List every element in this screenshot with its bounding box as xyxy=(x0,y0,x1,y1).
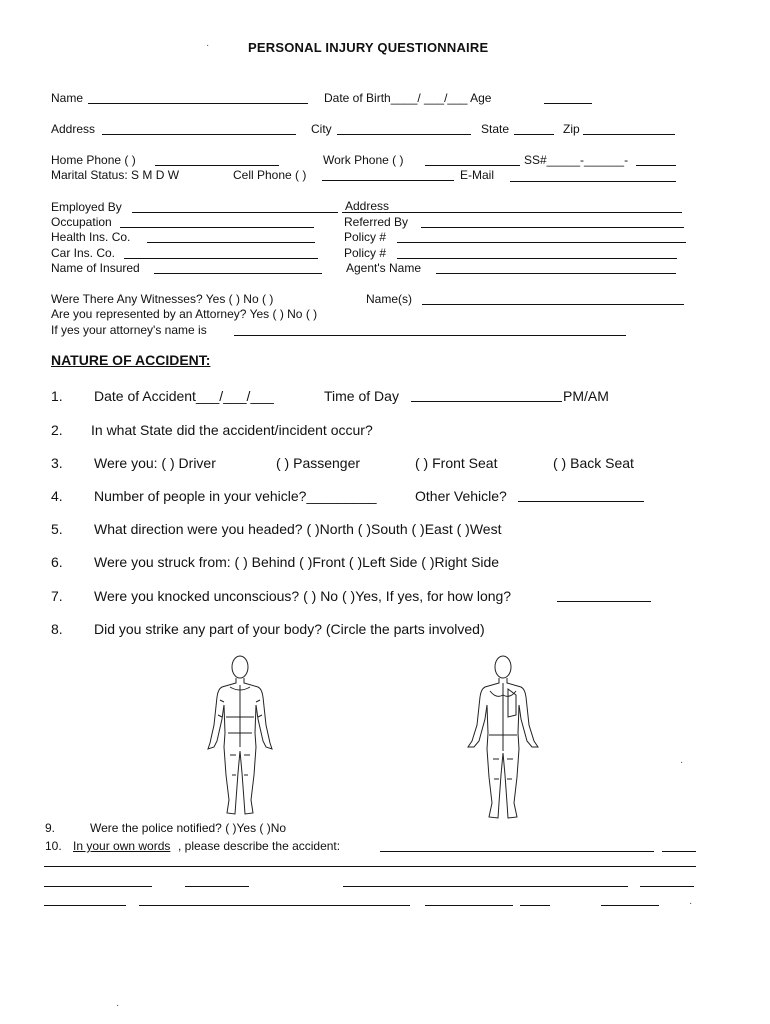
time-of-day-field[interactable] xyxy=(411,401,562,402)
policy1-field[interactable] xyxy=(397,242,686,243)
occupation-field[interactable] xyxy=(120,227,314,228)
employed-by-field[interactable] xyxy=(132,212,338,213)
q4-number: 4. xyxy=(51,488,63,504)
q3-front-seat-option[interactable]: ( ) Front Seat xyxy=(415,455,498,471)
attorney-name-field[interactable] xyxy=(234,335,626,336)
nature-of-accident-heading: NATURE OF ACCIDENT: xyxy=(51,352,211,368)
ss-field[interactable] xyxy=(636,165,676,166)
q1-date-label: Date of Accident___/___/___ xyxy=(94,388,274,404)
q10-answer-line-4b[interactable] xyxy=(139,905,410,906)
q10-answer-line-3d[interactable] xyxy=(640,886,694,887)
q10-answer-line-4e[interactable] xyxy=(601,905,659,906)
zip-field[interactable] xyxy=(583,134,675,135)
q5-text: What direction were you headed? ( )North ( )South ( )East ( )West xyxy=(94,521,502,537)
other-vehicle-field[interactable] xyxy=(518,501,644,502)
health-ins-field[interactable] xyxy=(147,242,315,243)
unconscious-duration-field[interactable] xyxy=(557,601,651,602)
name-insured-label: Name of Insured xyxy=(51,261,140,275)
attorney-name-label: If yes your attorney's name is xyxy=(51,323,207,337)
q3-number: 3. xyxy=(51,455,63,471)
q1-pm-am: PM/AM xyxy=(563,388,609,404)
q10-answer-line-1b[interactable] xyxy=(662,851,696,852)
q10-answer-line-3a[interactable] xyxy=(44,886,152,887)
name-field[interactable] xyxy=(88,103,308,104)
address-field[interactable] xyxy=(102,134,296,135)
address2-label: Address xyxy=(345,199,390,213)
q5-number: 5. xyxy=(51,521,63,537)
work-phone-field[interactable] xyxy=(425,165,520,166)
q3-back-seat-option[interactable]: ( ) Back Seat xyxy=(553,455,634,471)
referred-by-field[interactable] xyxy=(421,227,684,228)
car-ins-field[interactable] xyxy=(124,258,318,259)
zip-label: Zip xyxy=(563,122,580,136)
car-ins-label: Car Ins. Co. xyxy=(51,246,116,260)
q10-text: , please describe the accident: xyxy=(178,839,341,853)
q10-answer-line-1[interactable] xyxy=(380,851,654,852)
q9-number: 9. xyxy=(45,821,56,835)
q1-number: 1. xyxy=(51,388,63,404)
q2-number: 2. xyxy=(51,422,63,438)
dob-label: Date of Birth____/ ___/___ Age xyxy=(324,91,492,105)
witness-names-field[interactable] xyxy=(422,304,684,305)
home-phone-field[interactable] xyxy=(155,165,279,166)
q9-text: Were the police notified? ( )Yes ( )No xyxy=(90,821,287,835)
policy1-label: Policy # xyxy=(344,230,387,244)
q8-number: 8. xyxy=(51,621,63,637)
cell-phone-label: Cell Phone ( ) xyxy=(233,168,307,182)
agent-name-label: Agent's Name xyxy=(346,261,421,275)
agent-name-field[interactable] xyxy=(436,273,676,274)
body-diagram-front[interactable] xyxy=(200,655,280,820)
address2-field[interactable] xyxy=(342,212,682,213)
witness-names-label: Name(s) xyxy=(366,292,413,306)
policy2-field[interactable] xyxy=(397,258,677,259)
name-label: Name xyxy=(51,91,84,105)
q3-driver-option[interactable]: Were you: ( ) Driver xyxy=(94,455,216,471)
policy2-label: Policy # xyxy=(344,246,387,260)
stray-mark: · xyxy=(206,40,210,51)
q10-answer-line-4d[interactable] xyxy=(520,905,550,906)
state-label: State xyxy=(481,122,510,136)
marital-status-label: Marital Status: S M D W xyxy=(51,168,180,182)
q10-answer-line-3c[interactable] xyxy=(343,886,628,887)
health-ins-label: Health Ins. Co. xyxy=(51,230,131,244)
q1-time-label: Time of Day xyxy=(324,388,399,404)
q3-passenger-option[interactable]: ( ) Passenger xyxy=(276,455,361,471)
stray-mark: · xyxy=(680,757,684,768)
city-field[interactable] xyxy=(337,134,471,135)
page-title: PERSONAL INJURY QUESTIONNAIRE xyxy=(248,40,489,55)
attorney-question: Are you represented by an Attorney? Yes ( ) No ( ) xyxy=(51,307,318,321)
q4-people-label: Number of people in your vehicle?_________ xyxy=(94,488,377,504)
email-label: E-Mail xyxy=(460,168,495,182)
q7-text: Were you knocked unconscious? ( ) No ( )Yes, If yes, for how long? xyxy=(94,588,512,604)
q10-answer-line-2[interactable] xyxy=(44,866,696,867)
ss-label: SS#_____-______- xyxy=(524,153,629,167)
stray-mark: · xyxy=(116,1000,120,1011)
q7-number: 7. xyxy=(51,588,63,604)
body-diagram-back[interactable] xyxy=(460,655,546,825)
home-phone-label: Home Phone ( ) xyxy=(51,153,136,167)
q10-number: 10. xyxy=(45,839,62,853)
email-field[interactable] xyxy=(510,181,676,182)
q10-answer-line-4a[interactable] xyxy=(44,905,126,906)
stray-mark: · xyxy=(689,898,693,909)
q10-own-words: In your own words xyxy=(73,839,171,853)
work-phone-label: Work Phone ( ) xyxy=(323,153,404,167)
q6-text: Were you struck from: ( ) Behind ( )Front ( )Left Side ( )Right Side xyxy=(94,554,500,570)
address-label: Address xyxy=(51,122,96,136)
occupation-label: Occupation xyxy=(51,215,112,229)
state-field[interactable] xyxy=(514,134,554,135)
q10-answer-line-4c[interactable] xyxy=(425,905,513,906)
cell-phone-field[interactable] xyxy=(322,180,454,181)
referred-by-label: Referred By xyxy=(344,215,409,229)
age-field[interactable] xyxy=(544,103,592,104)
q4-other-vehicle-label: Other Vehicle? xyxy=(415,488,507,504)
q10-answer-line-3b[interactable] xyxy=(185,886,249,887)
name-insured-field[interactable] xyxy=(154,273,322,274)
q6-number: 6. xyxy=(51,554,63,570)
q8-text: Did you strike any part of your body? (Circle the parts involved) xyxy=(94,621,485,637)
witnesses-question: Were There Any Witnesses? Yes ( ) No ( ) xyxy=(51,292,274,306)
employed-by-label: Employed By xyxy=(51,200,122,214)
city-label: City xyxy=(311,122,332,136)
q2-text: In what State did the accident/incident occur? xyxy=(91,422,373,438)
